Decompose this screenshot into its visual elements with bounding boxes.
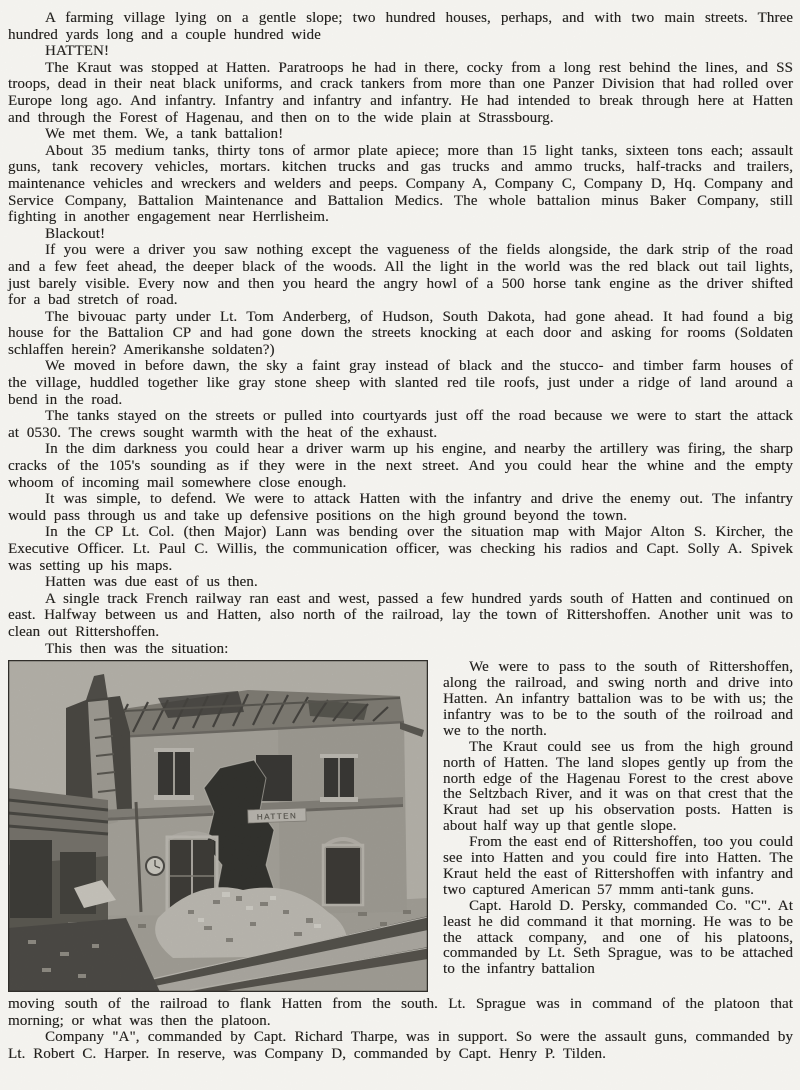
station-sign-text: HATTEN: [256, 811, 298, 822]
bottom-section: [8, 996, 793, 1062]
right-column: [428, 660, 793, 978]
photo-illustration: [8, 660, 428, 992]
paragraph: Blackout!: [45, 225, 106, 242]
photo-and-column-section: [8, 660, 793, 992]
paragraph: Company "A", commanded by Capt. Richard Tharpe, was in support. So were the assault guns, commanded by Lt. Robert C. Harper. In reserve, was Company D, commanded by Capt. Henry P. Tilden.: [8, 1029, 793, 1062]
paragraph: The Kraut was stopped at Hatten. Paratroops he had in there, cocky from a long rest behind the lines, and SS troops, dead in their neat black uniforms, and crack tankers from more than one Panzer Division that had rolled over Europe long ago. And infantry. Infantry and infantry and infantry. He had intended to break through here at Hatten and through the Forest of Hagenau, and then on to the wide plain at Strassbourg.: [8, 59, 793, 126]
paragraph: A farming village lying on a gentle slope; two hundred houses, perhaps, and with two main streets. Three hundred yards long and a couple hundred wide: [8, 10, 793, 43]
paragraph: moving south of the railroad to flank Hatten from the south. Lt. Sprague was in command of the platoon that morning; or what was then the platoon.: [8, 996, 793, 1029]
paragraph: This then was the situation:: [45, 640, 229, 657]
paragraph: We moved in before dawn, the sky a faint gray instead of black and the stucco- and timber farm houses of the village, huddled together like gray stone sheep with slanted red tile roofs, just under a ridge of land around a bend in the road.: [8, 358, 793, 408]
paragraph: Hatten was due east of us then.: [45, 574, 258, 591]
ruined-station-photo: [8, 660, 428, 992]
paragraph: A single track French railway ran east and west, passed a few hundred yards south of Hatten and continued on east. Halfway between us and Hatten, also north of the railroad, lay the town of Rittershoffen. Another unit was to clean out Rittershoffen.: [8, 590, 793, 640]
paragraph: The bivouac party under Lt. Tom Anderberg, of Hudson, South Dakota, had gone ahead. It had found a big house for the Battalion CP and had gone down the streets knocking at each door and asking for rooms (Soldaten schlaffen herein? Amerikanshe soldaten?): [8, 308, 793, 358]
paragraph: Capt. Harold D. Persky, commanded Co. "C". At least he did command it that morning. He was to be the attack company, and one of his platoons, commanded by Lt. Seth Sprague, was to be attached to the infantry battalion: [443, 897, 793, 978]
paragraph: We met them. We, a tank battalion!: [45, 126, 284, 143]
paragraph: In the CP Lt. Col. (then Major) Lann was bending over the situation map with Major Alton S. Kircher, the Executive Officer. Lt. Paul C. Willis, the communication officer, was checking his radios and Capt. Solly A. Spivek was setting up his maps.: [8, 524, 793, 574]
paragraph: It was simple, to defend. We were to attack Hatten with the infantry and drive the enemy out. The infantry would pass through us and take up defensive positions on the high ground beyond the town.: [8, 491, 793, 524]
paragraph: HATTEN!: [45, 43, 110, 60]
paragraph: About 35 medium tanks, thirty tons of armor plate apiece; more than 15 light tanks, sixteen tons each; assault guns, tank recovery vehicles, mortars. kitchen trucks and gas trucks and ammo trucks, half-tracks and trailers, maintenance vehicles and wreckers and welders and peeps. Company A, Company C, Company D, Hq. Company and Service Company, Battalion Maintenance and Battalion Medics. The whole battalion minus Baker Company, still fighting in another engagement near Herrlisheim.: [8, 142, 793, 226]
paragraph: We were to pass to the south of Rittershoffen, along the railroad, and swing north and drive into Hatten. An infantry battalion was to be with us; the infantry was to be to the south of the roilroad and we to the north.: [443, 659, 793, 739]
paragraph: From the east end of Rittershoffen, too you could see into Hatten and you could fire into Hatten. The Kraut held the east of Rittershoffen with infantry and two captured American 57 mmm anti-tank guns.: [443, 834, 793, 898]
paragraph: In the dim darkness you could hear a driver warm up his engine, and nearby the artillery was firing, the sharp cracks of the 105's sounding as if they were in the next street. And you could hear the whine and the empty whoom of incoming mail somewhere close enough.: [8, 441, 793, 491]
photo-grain: [8, 660, 428, 992]
top-section: [8, 10, 793, 657]
paragraph: If you were a driver you saw nothing except the vagueness of the fields alongside, the dark strip of the road and a few feet ahead, the deeper black of the woods. All the light in the world was the red black out tail lights, just barely visible. Every now and then you heard the angry howl of a 500 horse tank engine as the driver shifted for a bad stretch of road.: [8, 242, 793, 309]
paragraph: The Kraut could see us from the high ground north of Hatten. The land slopes gently up from the north edge of the Hagenau Forest to the crest above the Seltzbach River, and it was on that crest that the Kraut had set up his observation posts. Hatten is about half way up that gentle slope.: [443, 738, 793, 835]
paragraph: The tanks stayed on the streets or pulled into courtyards just off the road because we were to start the attack at 0530. The crews sought warmth with the heat of the exhaust.: [8, 408, 793, 441]
